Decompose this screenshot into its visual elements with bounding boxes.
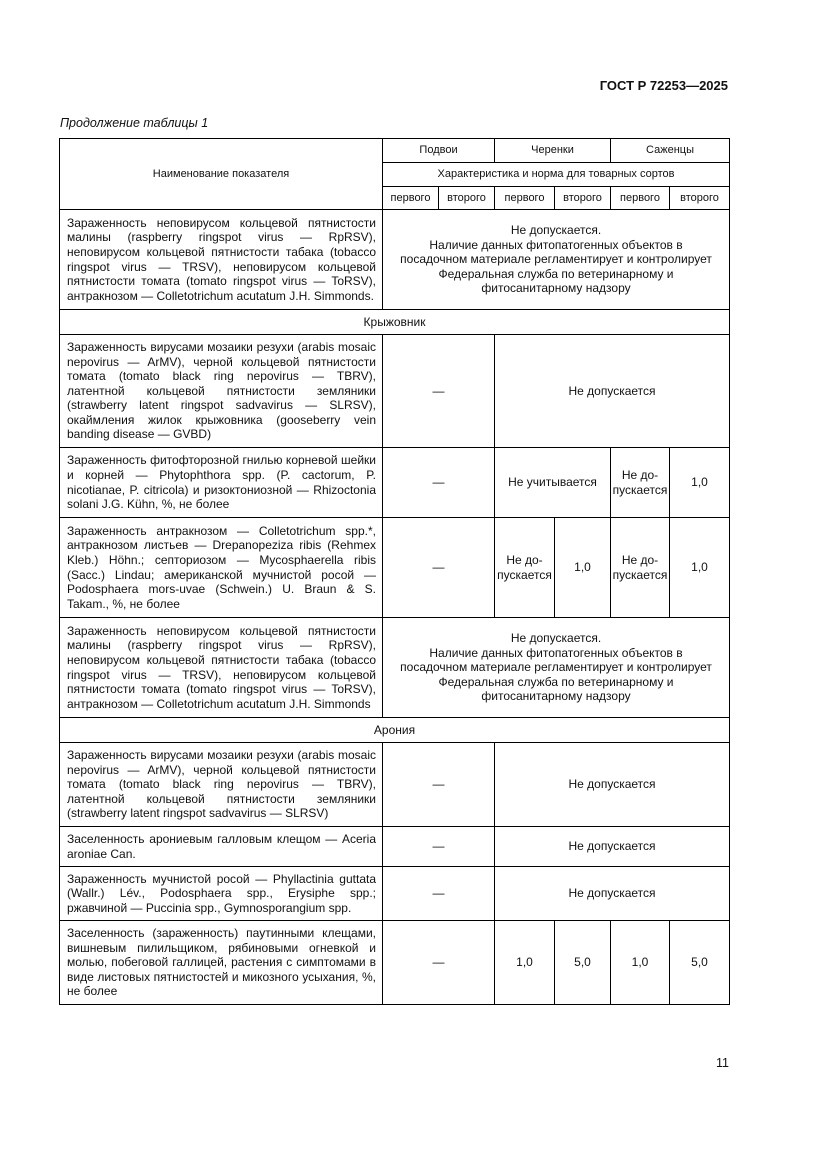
col-header-rootstocks: Подвои [383,139,495,163]
row-value-note [383,210,730,310]
grade-header: первого [495,187,555,210]
col-header-seedlings: Саженцы [611,139,730,163]
grade-header: второго [555,187,611,210]
row-value: — [383,335,495,448]
row-indicator-name: Зараженность вирусами мозаики резухи (arabis mosaic nepovirus — ArMV), черной кольцевой пятнистости томата (tomato black ring nepovirus — TBRV), латентной кольцевой пятнистости земляники (strawberry latent ringspot sadvavirus — SLRSV), окаймления жилок крыжовника (gooseberry vein banding disease — GVBD) [60,335,383,448]
row-value: 1,0 [555,518,611,618]
note-line-2: Наличие данных фитопатогенных объектов в посадочном материале регламентирует и контролирует Федеральная служба по ветеринарному и фитосанитарному надзору [400,645,712,704]
grade-header: второго [670,187,730,210]
row-value: — [383,518,495,618]
row-value: Не допускается [495,867,730,921]
row-indicator-name: Зараженность антракнозом — Colletotrichum spp.*, антракнозом листьев — Drepanopeziza ribis (Rehmex Kleb.) Höhn.; септориозом — Mycosphaerella ribis (Sacc.) Lindau; американской мучнистой росой — Podosphaera mors-uvae (Schwein.) U. Braun & S. Takam., %, не более [60,518,383,618]
row-value-note [383,618,730,718]
col-header-name: Наименование показателя [60,139,383,210]
page-number: 11 [716,1056,729,1070]
col-header-cuttings: Черенки [495,139,611,163]
table-caption: Продолжение таблицы 1 [60,116,209,130]
row-value: Не допускается [495,827,730,867]
table-row [60,618,730,718]
row-value: Не допускается [611,448,670,518]
table-row [60,448,730,518]
row-value: 1,0 [611,921,670,1005]
row-value: Не допускается [495,518,555,618]
row-value: 5,0 [670,921,730,1005]
row-value: 5,0 [555,921,611,1005]
row-value: Не учитывается [495,448,611,518]
row-value: — [383,448,495,518]
standard-number: ГОСТ Р 72253—2025 [599,78,728,93]
grade-header: первого [383,187,439,210]
row-indicator-name: Зараженность неповирусом кольцевой пятнистости малины (raspberry ringspot virus — RpRSV), неповирусом кольцевой пятнистости табака (tobacco ringspot virus — TRSV), неповирусом кольцевой пятнистости томата (tomato ringspot virus — ToRSV), антракнозом — Colletotrichum acutatum J.H. Simmonds [60,618,383,718]
grade-header: второго [439,187,495,210]
note-line-1: Не допускается. [510,631,602,646]
table-row [60,210,730,310]
row-value: — [383,827,495,867]
grade-header: первого [611,187,670,210]
table-row [60,867,730,921]
row-value: Не допускается [495,743,730,827]
row-indicator-name: Зараженность мучнистой росой — Phyllactinia guttata (Wallr.) Lév., Podosphaera spp., Erysiphe spp.; ржавчиной — Puccinia spp., Gymnosporangium spp. [60,867,383,921]
row-value: — [383,921,495,1005]
row-value: 1,0 [670,448,730,518]
row-value: Не допускается [495,335,730,448]
indicators-table [59,138,730,1005]
table-row [60,335,730,448]
row-indicator-name: Зараженность неповирусом кольцевой пятнистости малины (raspberry ringspot virus — RpRSV), неповирусом кольцевой пятнистости табака (tobacco ringspot virus — TRSV), неповирусом кольцевой пятнистости томата (tomato ringspot virus — ToRSV), антракнозом — Colletotrichum acutatum J.H. Simmonds. [60,210,383,310]
row-indicator-name: Зараженность фитофторозной гнилью корневой шейки и корней — Phytophthora spp. (P. cactorum, P. nicotianae, P. citricola) и ризоктониозной — Rhizoctonia solani J.G. Kühn, %, не более [60,448,383,518]
note-line-1: Не допускается. [510,223,602,238]
table-row [60,743,730,827]
row-value: 1,0 [495,921,555,1005]
section-title: Арония [60,718,730,743]
row-value: — [383,743,495,827]
row-indicator-name: Заселенность арониевым галловым клещом — Aceria aroniae Can. [60,827,383,867]
table-row [60,827,730,867]
row-value: — [383,867,495,921]
row-value: Не допускается [611,518,670,618]
row-indicator-name: Зараженность вирусами мозаики резухи (arabis mosaic nepovirus — ArMV), черной кольцевой пятнистости томата (tomato black ring nepovirus — TBRV), латентной кольцевой пятнистости земляники (strawberry latent ringspot sadvavirus — SLRSV) [60,743,383,827]
section-title: Крыжовник [60,310,730,335]
note-line-2: Наличие данных фитопатогенных объектов в посадочном материале регламентирует и контролирует Федеральная служба по ветеринарному и фитосанитарному надзору [400,237,712,296]
table-row [60,921,730,1005]
subheader: Характеристика и норма для товарных сортов [383,163,730,187]
table-row [60,518,730,618]
row-value: 1,0 [670,518,730,618]
row-indicator-name: Заселенность (зараженность) паутинными клещами, вишневым пилильщиком, рябиновыми огневкой и молью, побеговой галлицей, растения с симптомами в виде листовых пятнистостей и микозного усыхания, %, не более [60,921,383,1005]
